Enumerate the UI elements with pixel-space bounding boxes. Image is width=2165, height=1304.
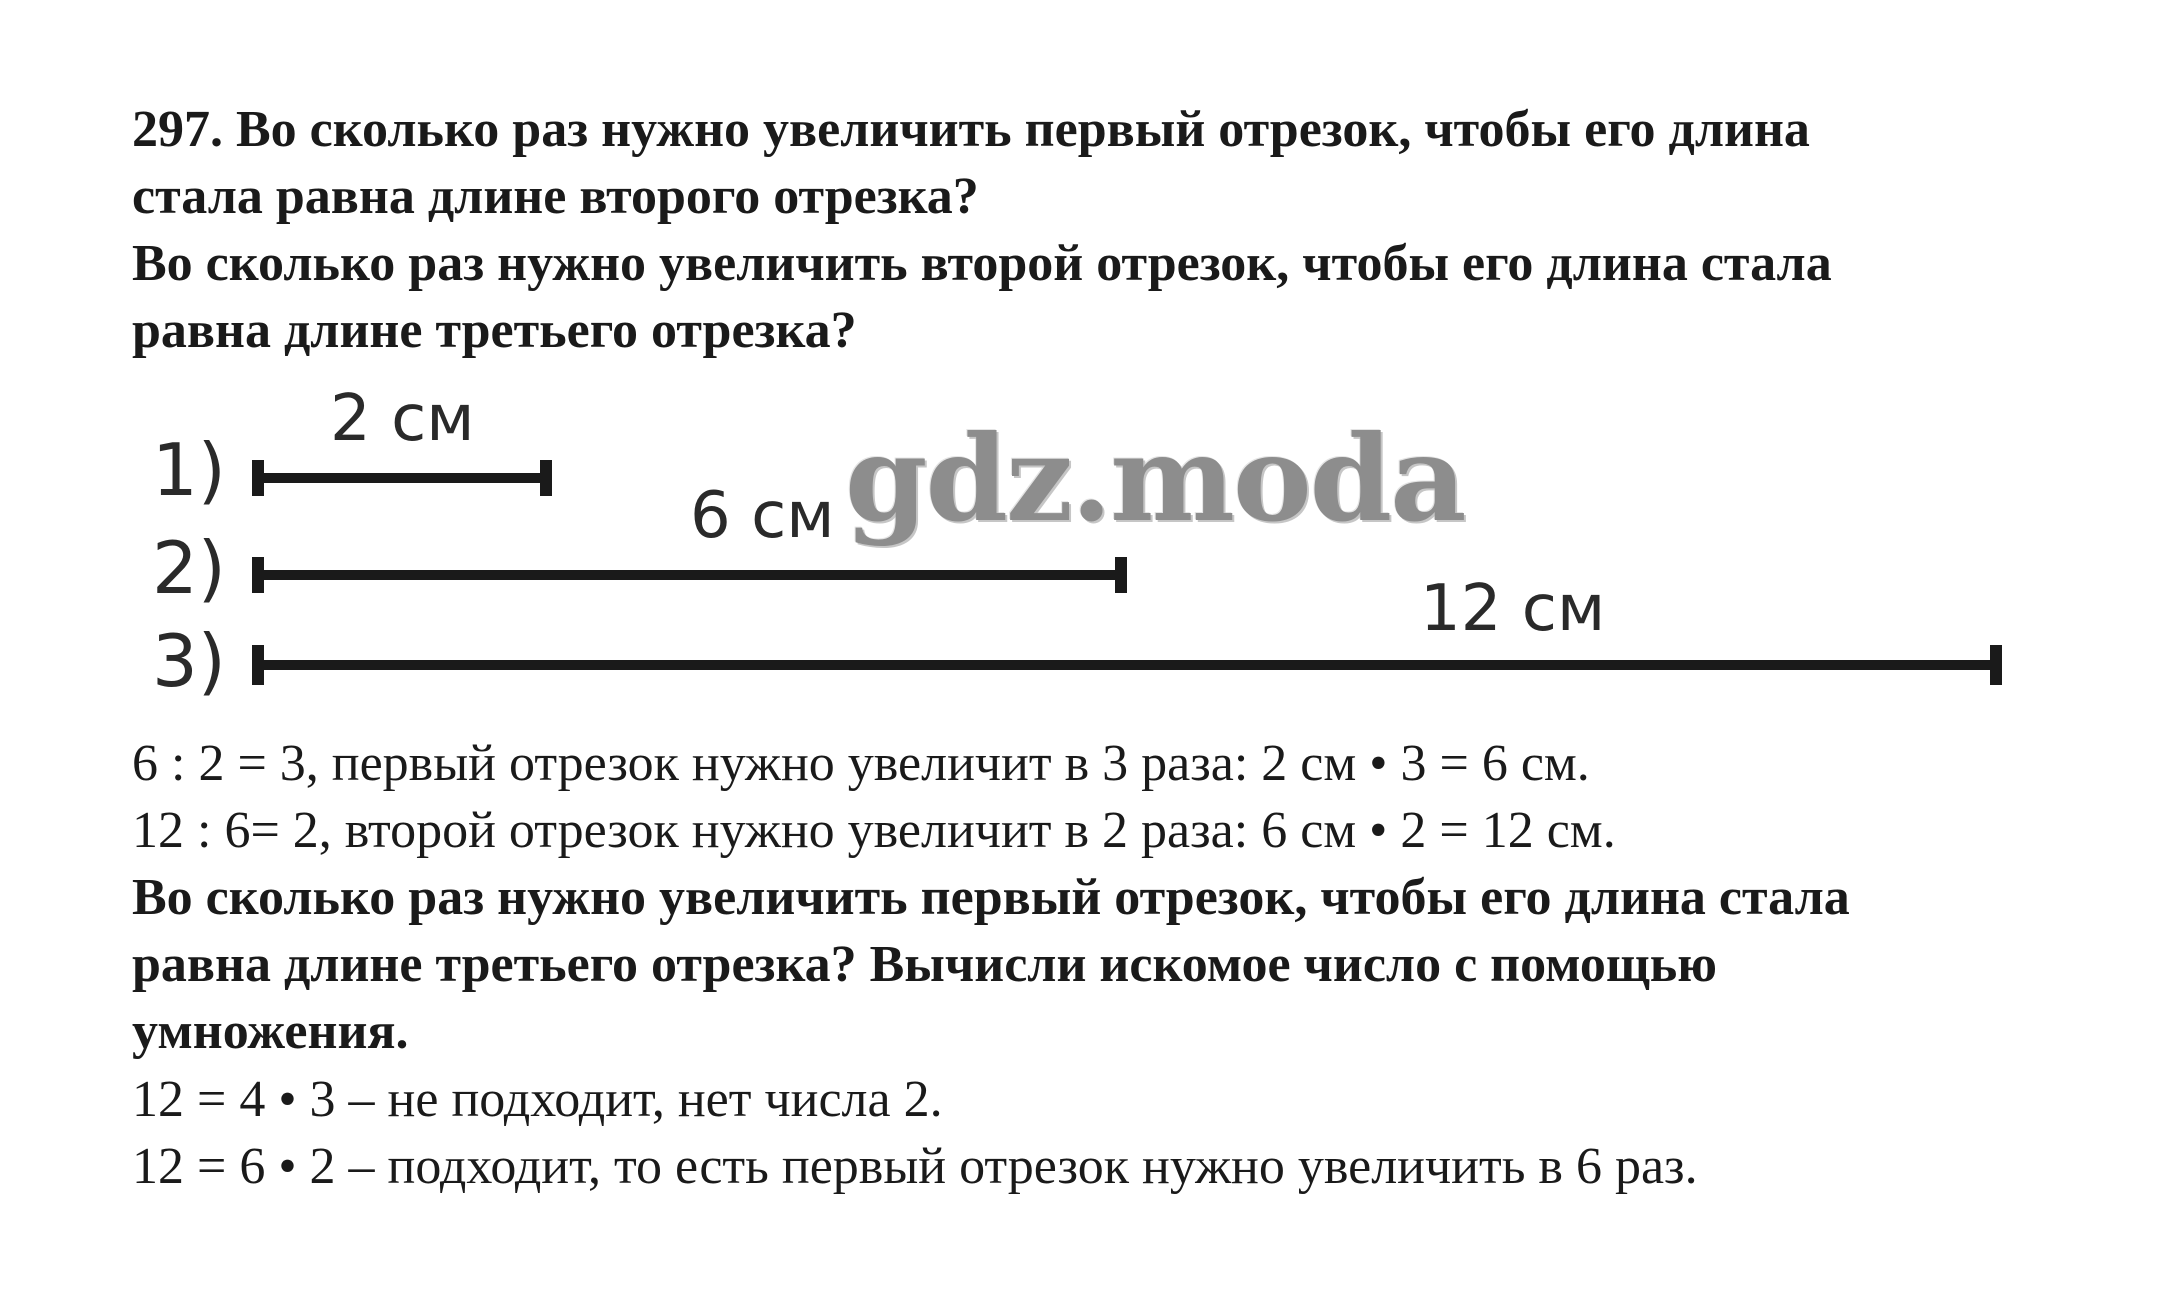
answer2-line-2: 12 = 6 • 2 – подходит, то есть первый отрезок нужно увеличить в 6 раз. — [132, 1138, 1698, 1195]
answer2-line-1: 12 = 4 • 3 – не подходит, нет числа 2. — [132, 1071, 943, 1128]
segment-3-number: 3) — [152, 619, 226, 703]
segment-2-number: 2) — [152, 526, 226, 610]
task-text-line-1: 297. Во сколько раз нужно увеличить первый отрезок, чтобы его длина — [132, 101, 1810, 158]
segment-2-length-label: 6 см — [690, 479, 835, 553]
question2-line-1: Во сколько раз нужно увеличить первый отрезок, чтобы его длина стала — [132, 869, 1850, 926]
segment-1-length-label: 2 см — [330, 382, 475, 456]
question2-line-3: умножения. — [132, 1003, 409, 1060]
task-text-line-4: равна длине третьего отрезка? — [132, 302, 857, 359]
task-text-line-2: стала равна длине второго отрезка? — [132, 168, 979, 225]
segment-3-length-label: 12 см — [1420, 572, 1606, 646]
task-text-line-3: Во сколько раз нужно увеличить второй отрезок, чтобы его длина стала — [132, 235, 1832, 292]
answer-line-2: 12 : 6= 2, второй отрезок нужно увеличит в 2 раза: 6 см • 2 = 12 см. — [132, 802, 1616, 859]
segment-1-number: 1) — [152, 428, 226, 512]
question2-line-2: равна длине третьего отрезка? Вычисли искомое число с помощью — [132, 936, 1718, 993]
answer-line-1: 6 : 2 = 3, первый отрезок нужно увеличит в 3 раза: 2 см • 3 = 6 см. — [132, 735, 1590, 792]
watermark-logo: gdz.moda — [845, 409, 1465, 548]
